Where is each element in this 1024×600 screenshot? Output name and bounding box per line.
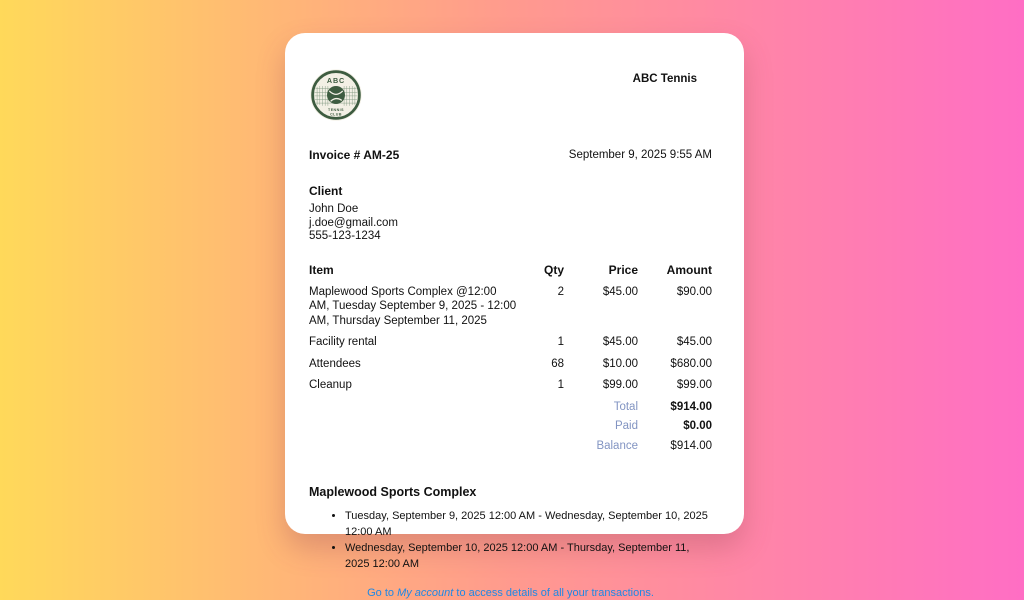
- totals-value: $914.00: [670, 400, 712, 413]
- price-cell: $10.00: [602, 357, 638, 370]
- client-phone: 555-123-1234: [309, 230, 381, 242]
- invoice-number: Invoice # AM-25: [309, 148, 400, 162]
- venue-session-list: [309, 508, 712, 572]
- logo-club-text: CLUB: [330, 112, 342, 117]
- session-list-item: • Tuesday, September 9, 2025 12:00 AM - Wednesday, September 10, 2025 12:00 AM: [345, 508, 712, 540]
- table-row: [309, 378, 712, 393]
- column-header-amount: Amount: [666, 262, 712, 277]
- price-cell: $45.00: [602, 285, 638, 298]
- footer-text-prefix: Go to: [367, 586, 398, 599]
- footer-account-line: [309, 587, 712, 600]
- totals-label: Total: [613, 400, 638, 413]
- column-header-item: Item: [309, 262, 334, 277]
- qty-cell: 2: [557, 285, 564, 298]
- totals-rows: [309, 399, 712, 455]
- totals-label: Paid: [614, 420, 638, 432]
- tennis-ball-icon: [327, 86, 345, 104]
- venue-section: [309, 485, 712, 572]
- qty-cell: 1: [557, 379, 564, 391]
- item-cell: Cleanup: [309, 379, 352, 391]
- price-cell: $45.00: [602, 336, 638, 348]
- column-header-price: Price: [608, 262, 638, 277]
- tennis-club-badge-icon: [309, 68, 363, 122]
- client-name: John Doe: [309, 203, 359, 215]
- my-account-link[interactable]: My account: [397, 586, 454, 599]
- items-rows: [309, 285, 712, 393]
- invoice-date: September 9, 2025 9:55 AM: [568, 149, 712, 161]
- item-cell: Maplewood Sports Complex @12:00 AM, Tuesday September 9, 2025 - 12:00 AM, Thursday September 11, 2025: [309, 285, 517, 327]
- session-list-item: • Wednesday, September 10, 2025 12:00 AM - Thursday, September 11, 2025 12:00 AM: [345, 540, 712, 572]
- totals-label: Balance: [596, 439, 638, 452]
- logo-tennis-text: TENNIS: [328, 107, 344, 112]
- items-table: [309, 263, 712, 455]
- venue-heading: Maplewood Sports Complex: [309, 485, 477, 499]
- totals-value: $0.00: [683, 420, 712, 432]
- item-cell: Attendees: [309, 357, 361, 370]
- card-header: [309, 68, 712, 122]
- totals-row: [309, 399, 712, 416]
- qty-cell: 68: [551, 357, 564, 370]
- totals-row: [309, 418, 712, 435]
- table-row: [309, 335, 712, 350]
- logo-abc-text: ABC: [326, 75, 346, 85]
- items-table-header: [309, 263, 712, 278]
- invoice-card: [285, 33, 744, 599]
- client-email: j.doe@gmail.com: [309, 216, 399, 229]
- item-cell: Facility rental: [309, 336, 377, 348]
- amount-cell: $45.00: [676, 336, 712, 348]
- invoice-meta-row: [309, 148, 712, 163]
- table-row: [309, 357, 712, 372]
- price-cell: $99.00: [602, 379, 638, 391]
- totals-row: [309, 438, 712, 455]
- column-header-qty: Qty: [543, 262, 564, 277]
- footer-text-suffix: to access details of all your transactions.: [453, 586, 654, 599]
- table-row: [309, 285, 712, 329]
- totals-value: $914.00: [670, 439, 712, 452]
- org-name: ABC Tennis: [632, 73, 697, 85]
- amount-cell: $90.00: [676, 285, 712, 298]
- qty-cell: 1: [557, 336, 564, 348]
- client-section: [309, 184, 712, 244]
- client-heading: Client: [309, 184, 343, 198]
- amount-cell: $99.00: [676, 379, 712, 391]
- amount-cell: $680.00: [670, 357, 712, 370]
